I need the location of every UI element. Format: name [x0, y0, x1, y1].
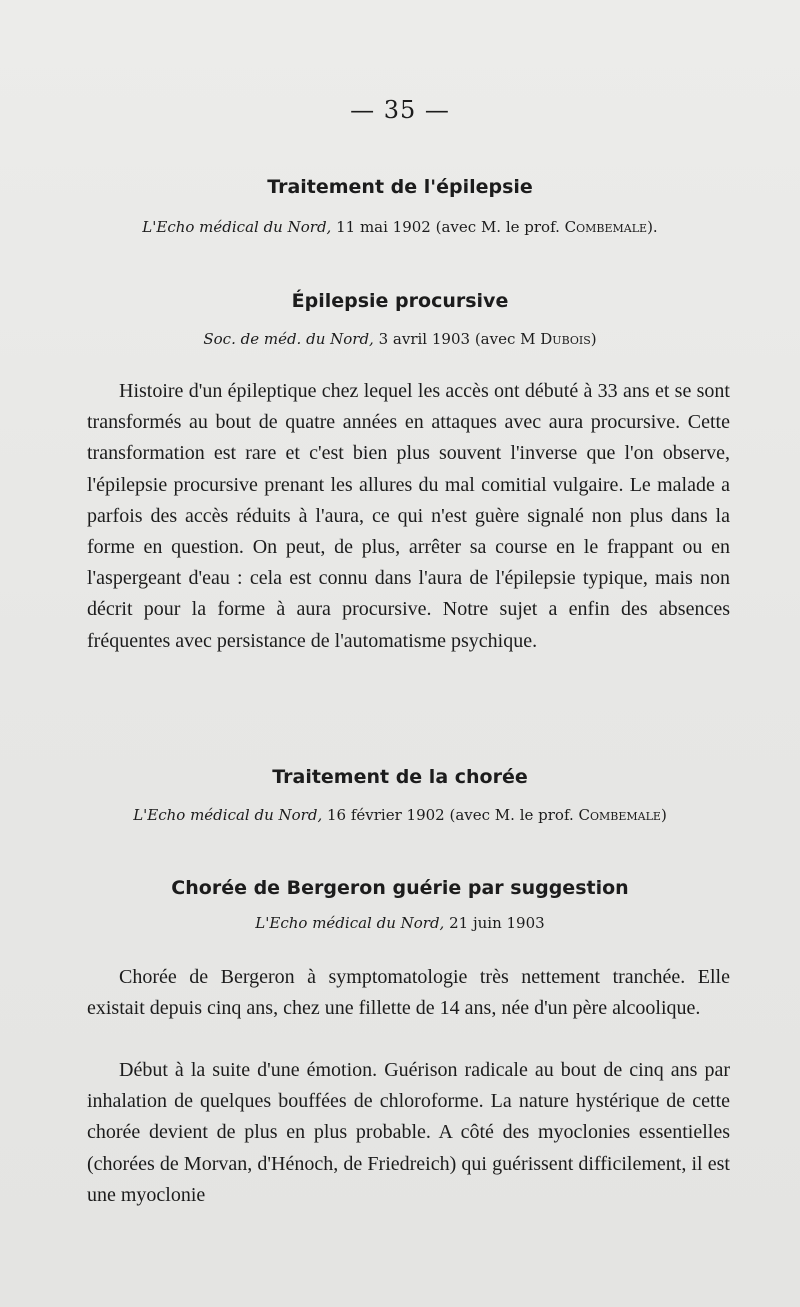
source-citation [0, 330, 800, 348]
journal-name: Soc. de méd. du Nord, [203, 330, 374, 348]
journal-name: L'Echo médical du Nord, [133, 806, 323, 824]
citation-author: Combemale [578, 806, 661, 824]
source-citation [0, 218, 800, 236]
source-citation [0, 806, 800, 824]
journal-name: L'Echo médical du Nord, [255, 914, 445, 932]
citation-end: ) [590, 330, 597, 348]
paragraph: Chorée de Bergeron à symptomatologie très nettement tranchée. Elle existait depuis cinq ans, chez une fillette de 14 ans, née d'un père alcoolique. [87, 966, 730, 1020]
citation-date: 16 février 1902 (avec M. le prof. [327, 806, 574, 824]
citation-end: ). [647, 218, 658, 236]
citation-date: 11 mai 1902 (avec M. le prof. [336, 218, 560, 236]
section-title-chorea-treatment: Traitement de la chorée [272, 766, 528, 788]
section-title-epilepsy-treatment: Traitement de l'épilepsie [267, 176, 533, 198]
journal-name: L'Echo médical du Nord, [142, 218, 332, 236]
citation-end: ) [660, 806, 667, 824]
citation-author: Dubois [540, 330, 591, 348]
paragraph: Histoire d'un épileptique chez lequel les accès ont débuté à 33 ans et se sont transformés au bout de quatre années en attaques avec aura procursive. Cette transformation est rare et c'est bien plus souvent l'inverse que l'on observe, l'épilepsie procursive prenant les allures du mal comitial vulgaire. Le malade a parfois des accès réduits à l'aura, ce qui n'est guère signalé non plus dans la forme en question. On peut, de plus, arrêter sa course en le frappant ou en l'aspergeant d'eau : cela est connu dans l'aura de l'épilepsie typique, mais non décrit pour la forme à aura procursive. Notre sujet a enfin des absences fréquentes avec persistance de l'automatisme psychique. [87, 380, 730, 652]
paragraph: Début à la suite d'une émotion. Guérison radicale au bout de cinq ans par inhalation de quelques bouffées de chloroforme. La nature hystérique de cette chorée devient de plus en plus probable. A côté des myoclonies essentielles (chorées de Morvan, d'Hénoch, de Friedreich) qui guérissent difficilement, il est une myoclonie [87, 1059, 730, 1206]
citation-date: 21 juin 1903 [449, 914, 545, 932]
source-citation [0, 914, 800, 932]
section-title-bergeron-chorea: Chorée de Bergeron guérie par suggestion [171, 877, 629, 899]
page-number: — 35 — [350, 96, 450, 124]
citation-date: 3 avril 1903 (avec M [378, 330, 536, 348]
citation-author: Combemale [564, 218, 648, 236]
section-title-procursive-epilepsy: Épilepsie procursive [291, 290, 509, 312]
